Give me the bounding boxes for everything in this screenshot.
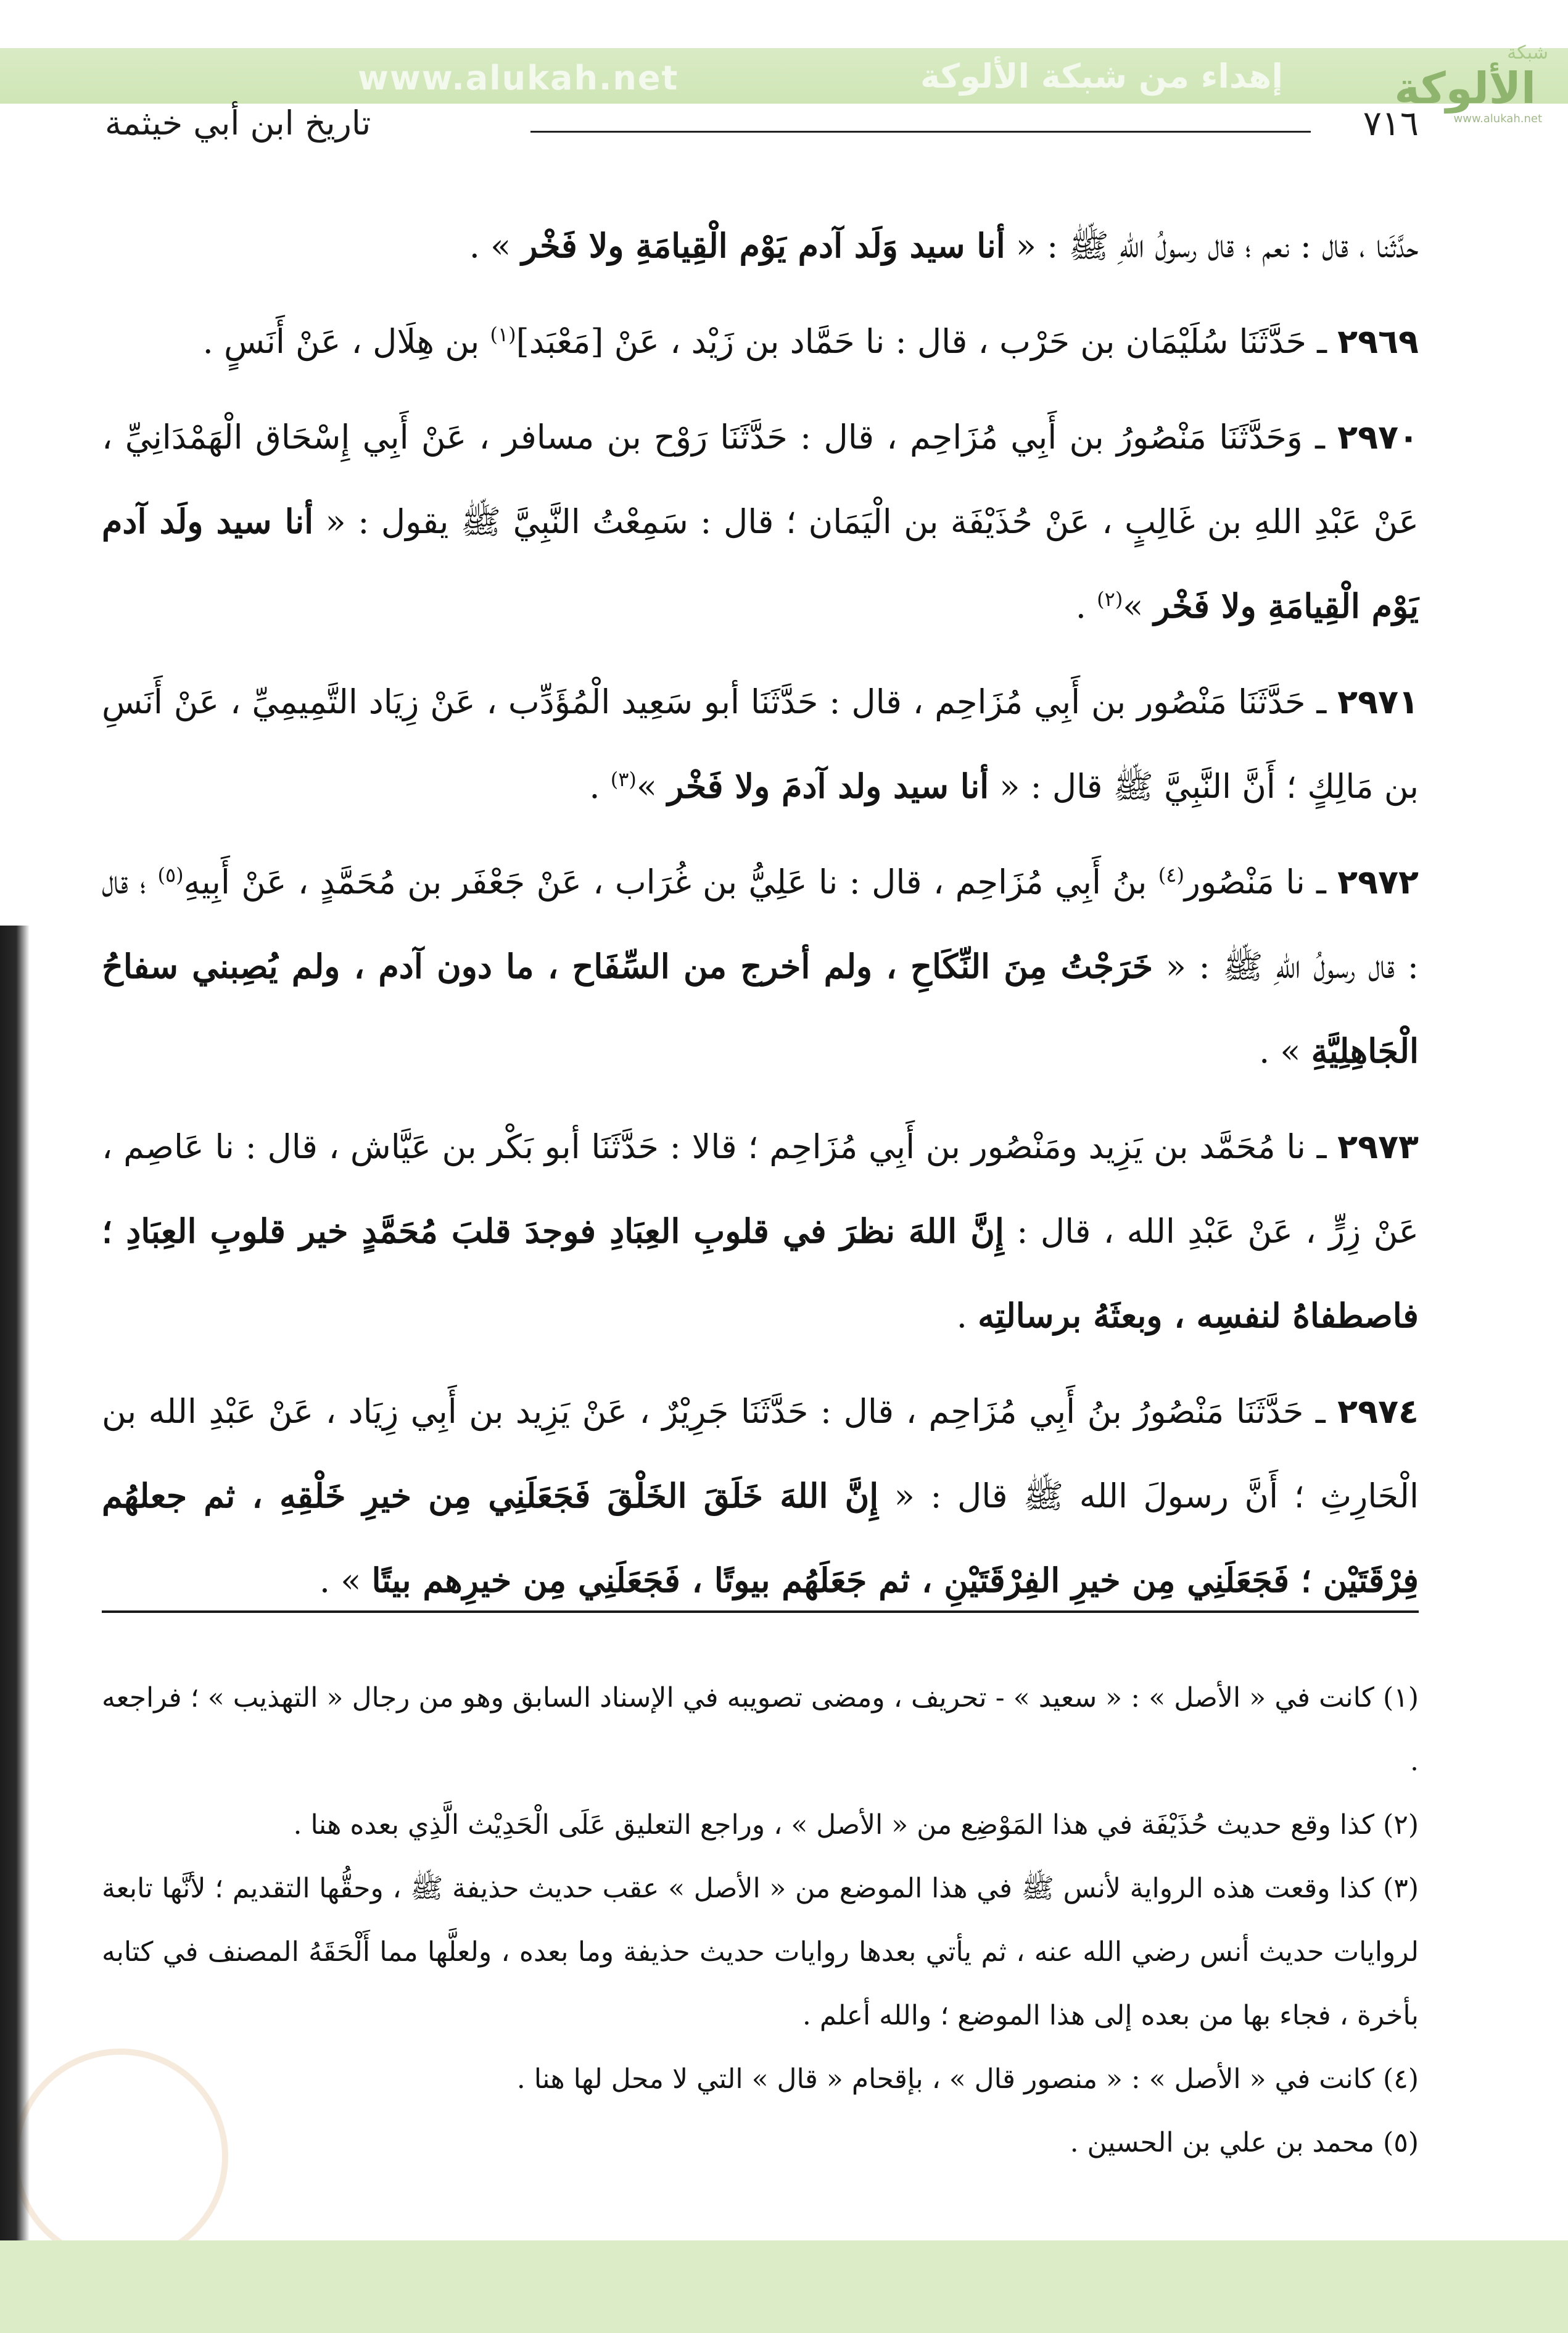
hadith-paragraph (102, 395, 1419, 649)
hadith-text: . (956, 1296, 978, 1335)
hadith-text: » . (319, 1561, 372, 1600)
hadith-text: . (1075, 587, 1097, 626)
scan-edge-shadow (0, 926, 30, 2333)
logo-top-text: شبكة (1507, 42, 1548, 64)
hadith-text: ـ حَدَّثَنَا مَنْصُور بن أَبِي مُزَاحِم ، قال : حَدَّثَنَا أبو سَعِيد الْمُؤَدِّب ، عَنْ زِيَاد التَّمِيمِيِّ ، عَنْ أَنَسِ بن مَالِكٍ ؛ أَنَّ النَّبِيَّ ﷺ قال : « (102, 682, 1419, 806)
page-number: ٧١٦ (1363, 104, 1419, 144)
footnote-ref: (٢) (1097, 587, 1123, 611)
hadith-matn: أنا سيد وَلَد آدم يَوْم الْقِيامَةِ ولا فَخْر (521, 226, 1005, 265)
logo-url-text: www.alukah.net (1453, 112, 1542, 125)
hadith-text: ـ وَحَدَّثَنَا مَنْصُورُ بن أَبِي مُزَاحِم ، قال : حَدَّثَنَا رَوْح بن مسافر ، عَنْ أَبِي إِسْحَاق الْهَمْدَانِيِّ ، عَنْ عَبْدِ اللهِ بن غَالِبٍ ، عَنْ حُذَيْفَة بن الْيَمَان ؛ قال : سَمِعْتُ النَّبِيَّ ﷺ يقول : « (102, 418, 1419, 541)
hadith-text: ـ نا مَنْصُور (1184, 863, 1338, 901)
hadith-text: ـ حَدَّثَنَا سُلَيْمَان بن حَرْب ، قال : نا حَمَّاد بن زَيْد ، عَنْ [مَعْبَد] (516, 322, 1338, 361)
header-rule (530, 131, 1311, 133)
banner-url[interactable]: www.alukah.net (358, 59, 679, 97)
book-title: تاريخ ابن أبي خيثمة (105, 104, 371, 143)
footnote: (٥) محمد بن علي بن الحسين . (1070, 2127, 1419, 2158)
footnote: (٤) كانت في « الأصل » : « منصور قال » ، بإقحام « قال » التي لا محل لها هنا . (516, 2063, 1419, 2095)
footnote-divider (102, 1610, 1419, 1613)
hadith-number: ٢٩٦٩ (1337, 322, 1419, 361)
hadith-paragraph (102, 204, 1419, 288)
hadith-text: حدَّثَنا ، قال : نعم ؛ قال رسولُ اللهِ ﷺ : « (1005, 226, 1419, 265)
hadith-text: » (1123, 587, 1154, 626)
footnote: (٣) كذا وقعت هذه الرواية لأنس ﷺ في هذا الموضع من « الأصل » عقب حديث حذيفة ﷺ ، وحقُّها التقديم ؛ لأنَّها تابعة لروايات حديث أنس رضي الله عنه ، ثم يأتي بعدها روايات حديث حذيفة وما بعده ، ولعلَّها مما أَلْحَقَهُ المصنف في كتابه بأخرة ، فجاء بها من بعده إلى هذا الموضع ؛ والله أعلم . (102, 1873, 1419, 2031)
hadith-paragraph (102, 660, 1419, 829)
hadith-text: ـ حَدَّثَنَا مَنْصُورُ بنُ أَبِي مُزَاحِم ، قال : حَدَّثَنَا جَرِيْرٌ ، عَنْ يَزِيد بن أَبِي زِيَاد ، عَنْ عَبْدِ الله بن الْحَارِثِ ؛ أَنَّ رسولَ الله ﷺ قال : « (102, 1392, 1419, 1515)
hadith-number: ٢٩٧٣ (1337, 1127, 1419, 1166)
bottom-band (0, 2240, 1568, 2333)
hadith-text: » . (1259, 1032, 1311, 1071)
hadith-paragraph (102, 1369, 1419, 1623)
hadith-matn: أنا سيد ولَد آدم يَوْم الْقِيامَةِ ولا فَخْر (102, 502, 1419, 626)
hadith-body (102, 204, 1419, 1634)
page-header (105, 104, 1419, 153)
hadith-text: » . (469, 226, 522, 265)
hadith-matn: إِنَّ اللهَ خَلَقَ الخَلْقَ فَجَعَلَنِي مِن خيرِ خَلْقِهِ ، ثم جعلهُم فِرْقَتَيْن ؛ فَجَعَلَنِي مِن خيرِ الفِرْقَتَيْنِ ، ثم جَعَلَهُم بيوتًا ، فَجَعَلَنِي مِن خيرِهم بيتًا (102, 1476, 1419, 1600)
hadith-number: ٢٩٧٠ (1337, 418, 1419, 457)
logo-main-text: الألوكة (1394, 63, 1536, 114)
footnote-ref: (٥) (157, 863, 184, 887)
hadith-text: ؛ قال : قال رسولُ اللهِ ﷺ : « (102, 863, 1419, 986)
footnote-ref: (١) (490, 323, 516, 346)
hadith-number: ٢٩٧٤ (1337, 1392, 1419, 1431)
footnotes (102, 1666, 1419, 2174)
banner-gift-text: إهداء من شبكة الألوكة (920, 57, 1283, 96)
top-banner (0, 48, 1568, 104)
hadith-text: » (636, 767, 668, 806)
hadith-matn: أنا سيد ولد آدمَ ولا فَخْر (667, 766, 989, 806)
hadith-number: ٢٩٧١ (1337, 682, 1419, 721)
hadith-text: ـ نا مُحَمَّد بن يَزِيد ومَنْصُور بن أَبِي مُزَاحِم ؛ قالا : حَدَّثَنَا أبو بَكْر بن عَيَّاش ، قال : نا عَاصِم ، عَنْ زِرٍّ ، عَنْ عَبْدِ الله ، قال : (102, 1127, 1419, 1251)
hadith-matn: إِنَّ اللهَ نظرَ في قلوبِ العِبَادِ فوجدَ قلبَ مُحَمَّدٍ خير قلوبِ العِبَادِ ؛ فاصطفاهُ لنفسِه ، وبعثَهُ برسالتِه (102, 1211, 1419, 1335)
hadith-paragraph (102, 1104, 1419, 1358)
hadith-matn: خَرَجْتُ مِنَ النِّكَاحِ ، ولم أخرج من السِّفَاح ، ما دون آدم ، ولم يُصِبني سفاحُ الْجَاهِلِيَّةِ (102, 947, 1419, 1071)
footnote-ref: (٤) (1158, 863, 1184, 887)
hadith-text: بن هِلَال ، عَنْ أَنَسٍ . (202, 322, 490, 361)
hadith-text: . (589, 767, 611, 806)
hadith-number: ٢٩٧٢ (1337, 863, 1419, 901)
footnote: (٢) كذا وقع حديث حُذَيْفَة في هذا المَوْضِع من « الأصل » ، وراجع التعليق عَلَى الْحَدِيْث الَّذِي بعده هنا . (293, 1809, 1419, 1841)
hadith-text: بنُ أَبِي مُزَاحِم ، قال : نا عَلِيُّ بن غُرَاب ، عَنْ جَعْفَر بن مُحَمَّدٍ ، عَنْ أَبِيهِ (183, 863, 1158, 901)
hadith-paragraph (102, 840, 1419, 1093)
watermark-logo (12, 2049, 228, 2265)
footnote-ref: (٣) (610, 768, 637, 791)
footnote: (١) كانت في « الأصل » : « سعيد » - تحريف ، ومضى تصويبه في الإسناد السابق وهو من رجال « التهذيب » ؛ فراجعه . (102, 1682, 1419, 1777)
hadith-paragraph (102, 299, 1419, 384)
